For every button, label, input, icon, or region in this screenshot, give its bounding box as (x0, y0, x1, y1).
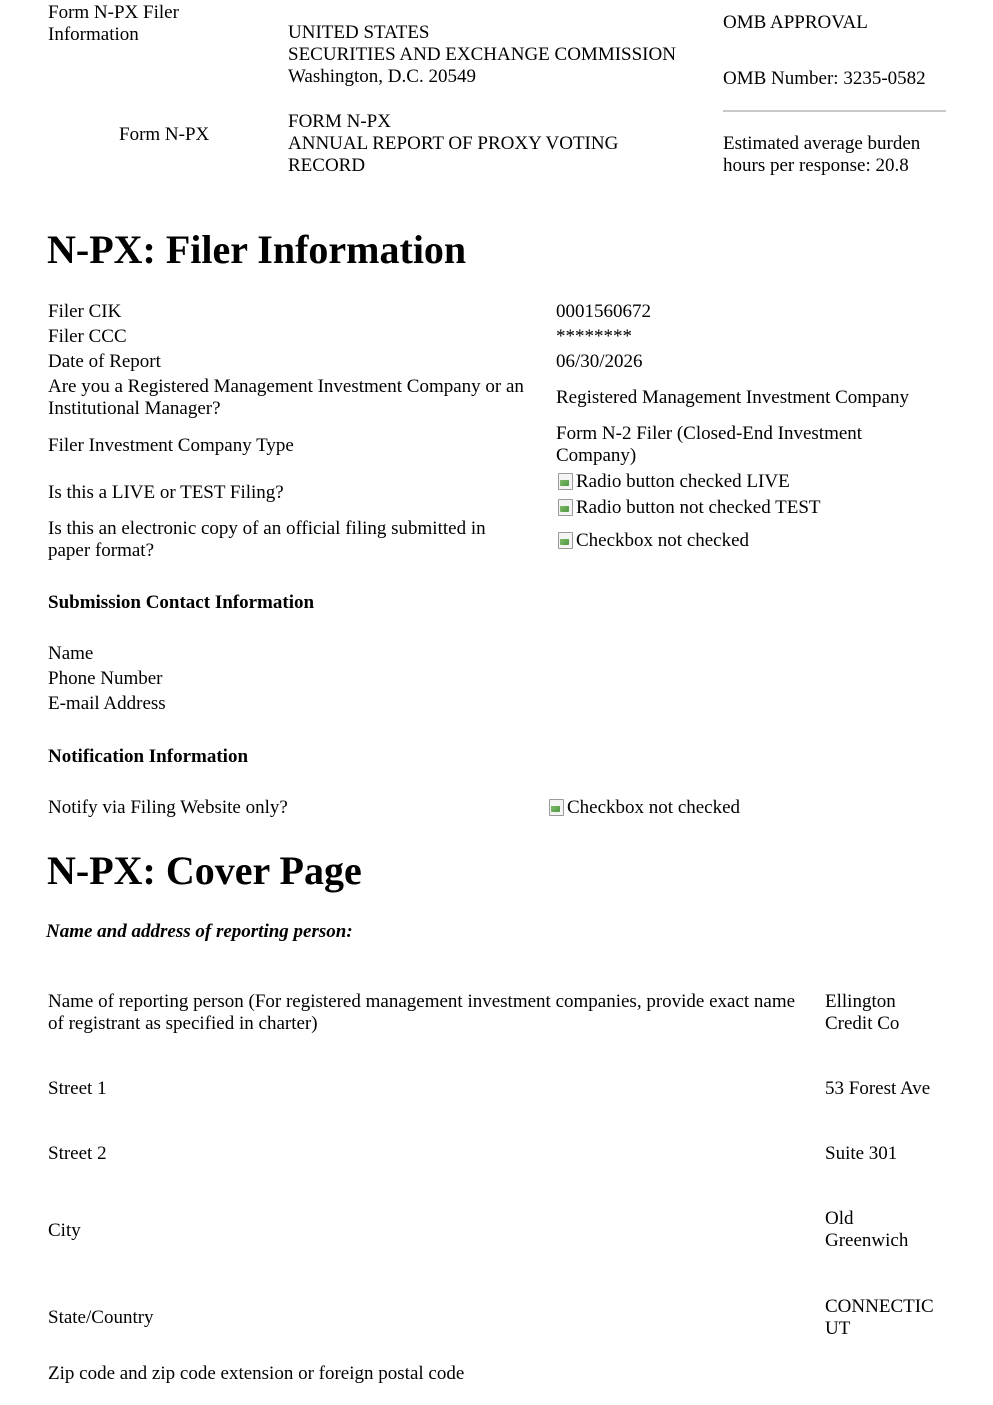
date-of-report-value: 06/30/2026 (556, 351, 643, 372)
burden-estimate: Estimated average burden hours per response: 20.8 (723, 133, 921, 176)
contact-email-label: E-mail Address (48, 693, 166, 714)
cover-section-title: N-PX: Cover Page (47, 848, 362, 893)
form-title-block (288, 111, 718, 177)
reporting-person-name-value: Ellington Credit Co (825, 991, 900, 1034)
form-line-1: FORM N-PX (288, 111, 391, 132)
broken-image-icon (547, 797, 567, 817)
state-country-label: State/Country (48, 1307, 154, 1328)
paper-format-checkbox[interactable] (556, 530, 956, 556)
street1-label: Street 1 (48, 1078, 107, 1099)
live-test-label: Is this a LIVE or TEST Filing? (48, 482, 284, 503)
omb-approval: OMB APPROVAL (723, 12, 868, 33)
paper-format-label: Is this an electronic copy of an official filing submitted in paper format? (48, 518, 486, 561)
notify-website-label: Notify via Filing Website only? (48, 797, 288, 818)
zip-code-label: Zip code and zip code extension or foreign postal code (48, 1363, 465, 1384)
filer-cik-label: Filer CIK (48, 301, 122, 322)
submission-contact-heading: Submission Contact Information (48, 592, 315, 613)
live-radio-alt: Radio button checked LIVE (576, 471, 790, 492)
form-name: Form N-PX (119, 124, 210, 145)
street2-label: Street 2 (48, 1143, 107, 1164)
notification-heading: Notification Information (48, 746, 249, 767)
live-radio[interactable] (556, 471, 790, 493)
state-country-value: CONNECTICUT (825, 1296, 934, 1339)
live-radio-group (556, 471, 956, 523)
paper-format-alt: Checkbox not checked (576, 530, 750, 551)
city-label: City (48, 1220, 81, 1241)
street2-value: Suite 301 (825, 1143, 898, 1164)
agency-line-3: Washington, D.C. 20549 (288, 66, 476, 87)
company-type-question-value: Registered Management Investment Company (556, 387, 909, 408)
company-type-question-label: Are you a Registered Management Investment Company or an Institutional Manager? (48, 376, 524, 419)
broken-image-icon (556, 471, 576, 491)
notify-website-alt: Checkbox not checked (567, 797, 741, 818)
test-radio[interactable] (556, 497, 821, 519)
agency-line-2: SECURITIES AND EXCHANGE COMMISSION (288, 44, 676, 65)
reporting-person-subheading: Name and address of reporting person: (46, 921, 353, 942)
agency-line-1: UNITED STATES (288, 22, 430, 43)
filer-cik-value: 0001560672 (556, 301, 651, 322)
city-value: Old Greenwich (825, 1208, 909, 1251)
broken-image-icon (556, 497, 576, 517)
form-line-2: ANNUAL REPORT OF PROXY VOTING RECORD (288, 133, 619, 176)
investment-company-type-label: Filer Investment Company Type (48, 435, 294, 456)
street1-value: 53 Forest Ave (825, 1078, 931, 1099)
notify-website-checkbox[interactable] (547, 797, 740, 823)
date-of-report-label: Date of Report (48, 351, 161, 372)
filer-section-title: N-PX: Filer Information (47, 227, 467, 272)
omb-divider (723, 110, 946, 112)
contact-name-label: Name (48, 643, 94, 664)
filer-ccc-value: ******** (556, 326, 632, 347)
filer-ccc-label: Filer CCC (48, 326, 127, 347)
contact-phone-label: Phone Number (48, 668, 163, 689)
investment-company-type-value: Form N-2 Filer (Closed-End Investment Company) (556, 423, 863, 466)
omb-number: OMB Number: 3235-0582 (723, 68, 926, 89)
reporting-person-name-label: Name of reporting person (For registered management investment companies, provide exact name of registrant as specified in charter) (48, 991, 796, 1034)
broken-image-icon (556, 530, 576, 550)
test-radio-alt: Radio button not checked TEST (576, 497, 821, 518)
agency-block (288, 22, 718, 88)
form-filer-info-title: Form N-PX Filer Information (48, 2, 179, 45)
